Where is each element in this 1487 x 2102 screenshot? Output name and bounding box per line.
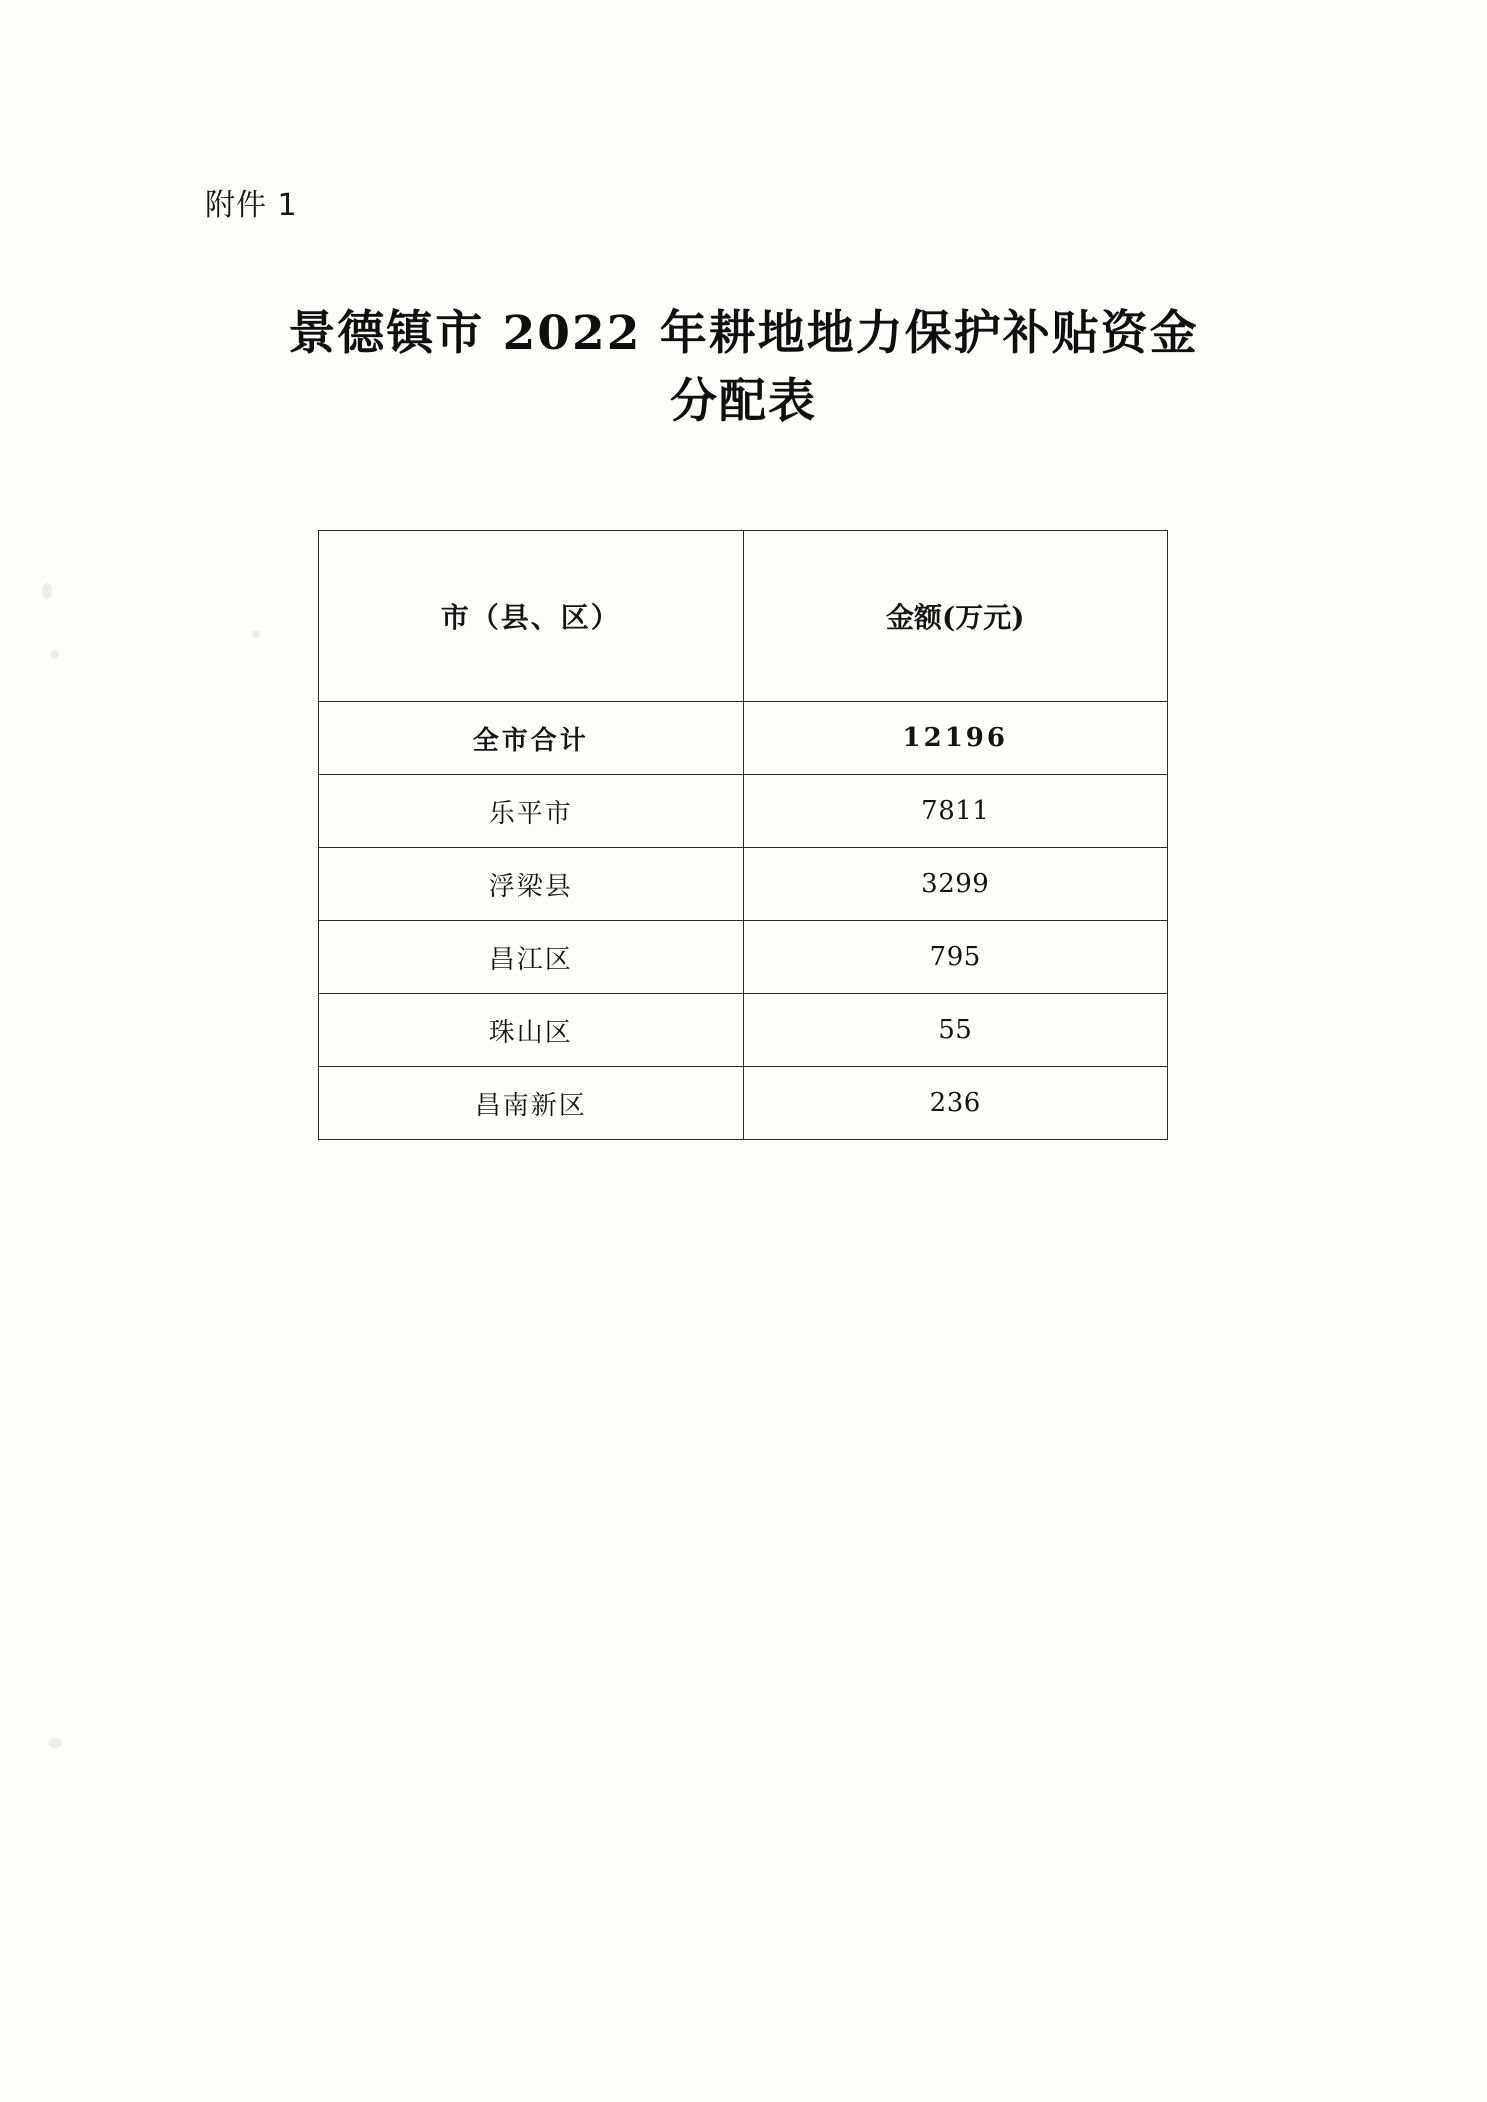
cell-amount: 55 (743, 994, 1168, 1067)
table-header (319, 531, 1168, 702)
table-row (319, 994, 1168, 1067)
scan-artifact (48, 1738, 62, 1748)
column-header-region: 市（县、区） (319, 531, 744, 702)
cell-region: 乐平市 (319, 775, 744, 848)
cell-amount: 12196 (743, 702, 1168, 775)
scan-artifact (42, 583, 52, 599)
cell-amount: 795 (743, 921, 1168, 994)
cell-amount: 3299 (743, 848, 1168, 921)
cell-amount: 236 (743, 1067, 1168, 1140)
table-body (319, 702, 1168, 1140)
cell-region: 昌南新区 (319, 1067, 744, 1140)
page-title-line-1: 景德镇市 2022 年耕地地力保护补贴资金 (288, 306, 1199, 361)
scan-artifact (252, 630, 260, 638)
column-header-amount: 金额(万元) (743, 531, 1168, 702)
table-row (319, 921, 1168, 994)
scan-artifact (50, 650, 59, 659)
table-row (319, 848, 1168, 921)
allocation-table-container (318, 530, 1168, 1140)
allocation-table (318, 530, 1168, 1140)
page-title (0, 300, 1487, 436)
cell-region: 浮梁县 (319, 848, 744, 921)
table-row (319, 1067, 1168, 1140)
cell-region: 昌江区 (319, 921, 744, 994)
table-row (319, 775, 1168, 848)
table-row (319, 702, 1168, 775)
table-header-row (319, 531, 1168, 702)
cell-region: 珠山区 (319, 994, 744, 1067)
cell-region: 全市合计 (319, 702, 744, 775)
attachment-label: 附件 1 (205, 188, 298, 223)
page-title-line-2: 分配表 (670, 374, 817, 430)
cell-amount: 7811 (743, 775, 1168, 848)
